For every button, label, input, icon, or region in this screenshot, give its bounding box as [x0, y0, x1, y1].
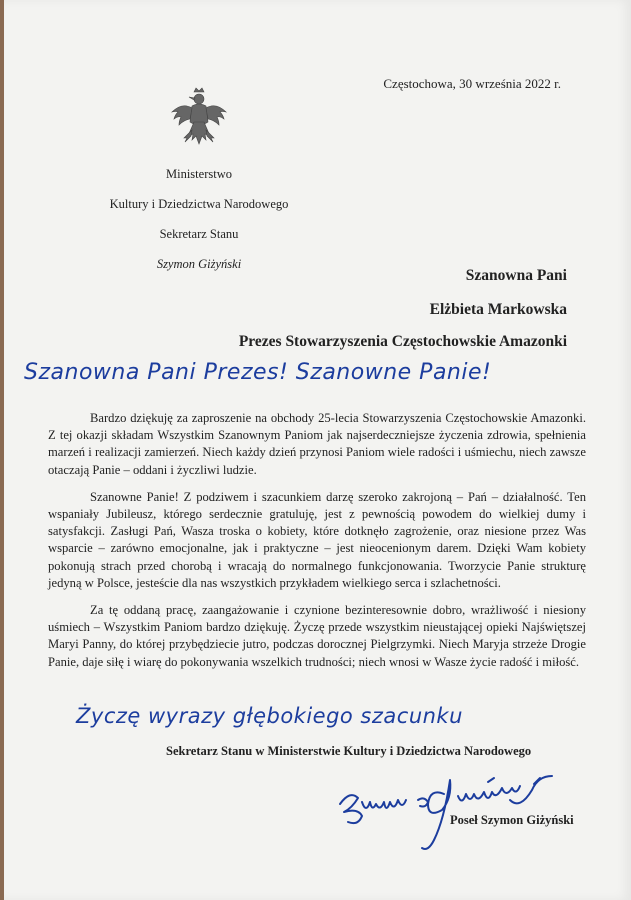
- sender-ministry: Ministerstwo: [166, 167, 232, 181]
- signature-name: Poseł Szymon Giżyński: [450, 813, 574, 827]
- signature-title: Sekretarz Stanu w Ministerstwie Kultury i Dziedzictwa Narodowego: [166, 744, 532, 758]
- recipient-title: Prezes Stowarzyszenia Częstochowskie Amazonki: [238, 333, 567, 350]
- sender-name: Szymon Giżyński: [156, 257, 242, 271]
- letter-sheet: [4, 0, 631, 900]
- paragraph-1: Bardzo dziękuję za zaproszenie na obchody 25-lecia Stowarzyszenia Częstochowskie Amazonki. Z tej okazji składam Wszystkim Szanownym Paniom jak najserdeczniejsze życzenia zdrowia, spełnienia marzeń i realizacji zamierzeń. Niech każdy dzień przynosi Paniom wiele radości i uśmiechu, niech zawsze otaczają Panie – oddani i życzliwi ludzie.: [48, 411, 586, 477]
- letter-date: Częstochowa, 30 września 2022 r.: [383, 76, 561, 91]
- recipient-name: Elżbieta Markowska: [429, 301, 567, 318]
- polish-eagle-emblem-icon: [170, 86, 228, 156]
- sender-position: Sekretarz Stanu: [159, 227, 239, 241]
- handwritten-greeting: Szanowna Pani Prezes! Szanowne Panie!: [24, 360, 492, 385]
- paragraph-3: Za tę oddaną pracę, zaangażowanie i czynione bezinteresownie dobro, wrażliwość i niesiony uśmiech – Wszystkim Paniom bardzo dziękuję. Życzę przede wszystkim nieustającej opieki Najświętszej Maryi Panny, do której przybędziecie jutro, podczas dorocznej Pielgrzymki. Niech Maryja strzeże Drogie Panie, daje siłę i wiarę do pokonywania wszelkich trudności; niech wnosi w Wasze życie radość i miłość.: [48, 603, 586, 669]
- sender-block: [74, 168, 324, 288]
- handwritten-closing: Życzę wyrazy głębokiego szacunku: [76, 704, 463, 728]
- sender-ministry-name: Kultury i Dziedzictwa Narodowego: [109, 197, 289, 211]
- recipient-salutation: Szanowna Pani: [465, 267, 567, 284]
- paragraph-2: Szanowne Panie! Z podziwem i szacunkiem darzę szeroko zakrojoną – Pań – działalność. Ten wspaniały Jubileusz, którego serdecznie gratuluję, jest z pewnością powodem do wielkiej dumy i satysfakcji. Zasługi Pań, Wasza troska o kobiety, które dotknęło zagrożenie, oraz niesione przez Was wsparcie – zarówno emocjonalne, jak i praktyczne – jest nieocenionym darem. Dzięki Wam kobiety pokonują strach przed chorobą i wracają do normalnego funkcjonowania. Tworzycie Panie strukturę jedyną w Polsce, jesteście dla nas wszystkich przykładem wielkiego serca i szlachetności.: [48, 489, 586, 590]
- letter-body: [48, 410, 586, 681]
